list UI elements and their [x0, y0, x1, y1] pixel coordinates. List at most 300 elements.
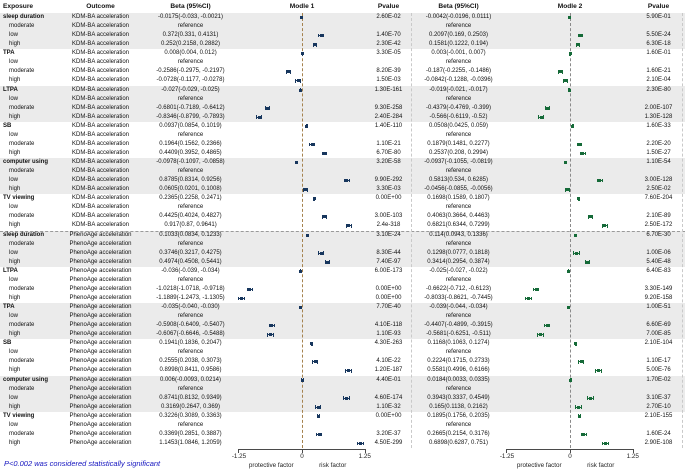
beta-ci-model2: -0.025(-0.027, -0.022) [429, 267, 488, 274]
model1-point [311, 143, 314, 146]
outcome-label: PhenoAge acceleration [69, 340, 132, 347]
beta-ci-model2: 0.003(-0.001, 0.007) [431, 50, 486, 57]
model2-point [580, 360, 583, 363]
pvalue-model2: 2.70E-10 [646, 403, 671, 410]
exposure-label: high [9, 258, 21, 265]
pvalue-model1: 4.10E-22 [376, 358, 401, 365]
model1-point-cell [238, 67, 366, 76]
model2-point-cell [506, 122, 634, 131]
outcome-label: KDM-BA acceleration [71, 23, 130, 30]
model1-point-cell [238, 403, 366, 412]
model2-point-cell [506, 95, 634, 104]
table-row [0, 276, 685, 285]
model1-point [304, 188, 307, 191]
model2-point-cell [506, 40, 634, 49]
col-header-outcome: Outcome [86, 3, 115, 10]
model1-point [323, 152, 326, 155]
col-header-pvalue-model1: Pvalue [377, 3, 400, 10]
model2-point [566, 188, 569, 191]
exposure-label: low [9, 313, 19, 320]
model1-point-cell [238, 95, 366, 104]
forest-table-rows [0, 13, 685, 448]
outcome-label: PhenoAge acceleration [69, 232, 132, 239]
model2-point [578, 143, 581, 146]
model1-point-cell [238, 439, 366, 448]
outcome-label: KDM-BA acceleration [71, 50, 130, 57]
exposure-label: TV viewing [3, 412, 35, 419]
model2-point [604, 442, 607, 445]
table-row [0, 76, 685, 85]
outcome-label: KDM-BA acceleration [71, 14, 130, 21]
exposure-label: low [9, 59, 19, 66]
pvalue-model2: 6.30E-18 [646, 41, 671, 48]
table-row [0, 321, 685, 330]
exposure-label: high [9, 77, 21, 84]
beta-ci-model1: -0.027(-0.029, -0.025) [161, 86, 220, 93]
pvalue-model2: 2.00E-107 [644, 104, 673, 111]
beta-ci-model2: reference [445, 313, 472, 320]
beta-ci-model1: -0.036(-0.039, -0.034) [161, 267, 220, 274]
model1-point [297, 79, 300, 82]
exposure-label: high [9, 113, 21, 120]
table-row [0, 430, 685, 439]
axis-tick-label: -1.25 [231, 453, 247, 460]
pvalue-model1: 4.40E-01 [376, 376, 401, 383]
model1-point-cell [238, 312, 366, 321]
beta-ci-model1: reference [177, 313, 204, 320]
outcome-label: KDM-BA acceleration [71, 168, 130, 175]
model2-point [546, 107, 549, 110]
outcome-label: PhenoAge acceleration [69, 439, 132, 446]
model1-point [347, 369, 350, 372]
outcome-label: PhenoAge acceleration [69, 322, 132, 329]
table-row [0, 194, 685, 203]
pvalue-model2: 3.10E-37 [646, 394, 671, 401]
axis-tick [238, 449, 239, 453]
model2-point-cell [506, 376, 634, 385]
beta-ci-model2: reference [445, 276, 472, 283]
outcome-label: KDM-BA acceleration [71, 95, 130, 102]
beta-ci-model1: reference [177, 131, 204, 138]
model2-point-cell [506, 267, 634, 276]
model2-point [569, 379, 572, 382]
model1-point [299, 270, 302, 273]
model1-point-cell [238, 285, 366, 294]
model1-point [305, 125, 308, 128]
pvalue-model2: 1.10E-54 [646, 159, 671, 166]
risk-factor-label: risk factor [319, 462, 347, 469]
outcome-label: KDM-BA acceleration [71, 86, 130, 93]
model1-point [345, 179, 348, 182]
model1-point [318, 433, 321, 436]
exposure-label: low [9, 394, 19, 401]
table-row [0, 330, 685, 339]
pvalue-model2: 5.00E-76 [646, 367, 671, 374]
model2-point [577, 43, 580, 46]
pvalue-model1: 4.60E-174 [374, 394, 403, 401]
model2-point-cell [506, 276, 634, 285]
model1-point [306, 234, 309, 237]
model2-point [578, 415, 581, 418]
outcome-label: KDM-BA acceleration [71, 104, 130, 111]
beta-ci-model2: 0.5581(0.4996, 0.6166) [427, 367, 490, 374]
beta-ci-model1: 0.372(0.331, 0.4131) [162, 32, 219, 39]
model2-point-cell [506, 221, 634, 230]
model2-point-cell [506, 339, 634, 348]
model2-point [569, 52, 572, 55]
model2-point-cell [506, 76, 634, 85]
model1-point [266, 107, 269, 110]
beta-ci-model2: -0.566(-0.6119, -0.52) [429, 113, 488, 120]
pvalue-model1: 4.50E-299 [374, 439, 403, 446]
table-row [0, 158, 685, 167]
model1-point-cell [238, 376, 366, 385]
pvalue-model1: 3.30E-05 [376, 50, 401, 57]
model2-point-cell [506, 357, 634, 366]
beta-ci-model2: 0.165(0.1138, 0.2162) [429, 403, 488, 410]
pvalue-model2: 3.30E-149 [644, 285, 673, 292]
table-row [0, 412, 685, 421]
beta-ci-model1: -0.6801(-0.7189, -0.6412) [156, 104, 225, 111]
model2-point [568, 89, 571, 92]
model1-point-cell [238, 212, 366, 221]
model2-point [589, 397, 592, 400]
model2-point-cell [506, 421, 634, 430]
model1-point [248, 288, 251, 291]
pvalue-model2: 1.50E-27 [646, 149, 671, 156]
model1-point-cell [238, 249, 366, 258]
model1-point [320, 252, 323, 255]
exposure-label: low [9, 131, 19, 138]
pvalue-model2: 1.10E-17 [646, 358, 671, 365]
exposure-label: moderate [9, 430, 35, 437]
outcome-label: PhenoAge acceleration [69, 331, 132, 338]
beta-ci-model1: reference [177, 240, 204, 247]
outcome-label: PhenoAge acceleration [69, 367, 132, 374]
outcome-label: KDM-BA acceleration [71, 140, 130, 147]
pvalue-model1: 2.40E-284 [374, 113, 403, 120]
model1-point-cell [238, 149, 366, 158]
table-row [0, 385, 685, 394]
table-row [0, 95, 685, 104]
model1-point [317, 406, 320, 409]
beta-ci-model1: reference [177, 349, 204, 356]
model1-point-cell [238, 339, 366, 348]
beta-ci-model1: 0.2365(0.2258, 0.2471) [159, 195, 222, 202]
model1-point [313, 197, 316, 200]
model2-axis [499, 449, 639, 473]
table-row [0, 212, 685, 221]
model1-point-cell [238, 430, 366, 439]
model2-point [567, 306, 570, 309]
model1-point [359, 442, 362, 445]
pvalue-model2: 9.20E-158 [644, 294, 673, 301]
column-divider [411, 13, 412, 448]
exposure-label: high [9, 403, 21, 410]
beta-ci-model2: -0.5681(-0.6251, -0.511) [426, 331, 491, 338]
pvalue-model1: 3.20E-58 [376, 159, 401, 166]
model2-point [603, 224, 606, 227]
table-row [0, 167, 685, 176]
model1-point-cell [238, 167, 366, 176]
pvalue-model2: 2.50E-172 [644, 222, 673, 229]
model2-point-cell [506, 348, 634, 357]
pvalue-model1: 1.10E-93 [376, 331, 401, 338]
model2-point-cell [506, 321, 634, 330]
pvalue-model2: 7.60E-204 [644, 195, 673, 202]
model2-point [567, 270, 570, 273]
model1-point [299, 306, 302, 309]
model2-point [564, 79, 567, 82]
pvalue-model1: 1.20E-187 [374, 367, 403, 374]
model1-point [310, 342, 313, 345]
table-row [0, 285, 685, 294]
model2-point-cell [506, 140, 634, 149]
beta-ci-model1: 0.1964(0.1562, 0.2366) [159, 140, 222, 147]
outcome-label: PhenoAge acceleration [69, 349, 132, 356]
beta-ci-model2: 0.2537(0.208, 0.2994) [428, 149, 489, 156]
col-header-beta-model1: Beta (95%CI) [170, 3, 211, 10]
exposure-label: low [9, 249, 19, 256]
axis-tick [633, 449, 634, 453]
pvalue-model1: 6.00E-173 [374, 267, 403, 274]
exposure-label: computer using [3, 376, 49, 383]
exposure-label: high [9, 41, 21, 48]
exposure-label: low [9, 349, 19, 356]
pvalue-model2: 6.60E-69 [646, 322, 671, 329]
table-row [0, 176, 685, 185]
exposure-label: moderate [9, 285, 35, 292]
beta-ci-model2: 0.6821(0.6344, 0.7299) [427, 222, 490, 229]
beta-ci-model2: reference [445, 168, 472, 175]
beta-ci-model2: -0.4379(-0.4769, -0.399) [425, 104, 492, 111]
beta-ci-model2: 0.1698(0.1589, 0.1807) [427, 195, 490, 202]
model1-point-cell [238, 276, 366, 285]
model2-point-cell [506, 249, 634, 258]
outcome-label: KDM-BA acceleration [71, 59, 130, 66]
exposure-label: high [9, 222, 21, 229]
beta-ci-model2: 0.6898(0.6287, 0.751) [428, 439, 489, 446]
model2-point [577, 406, 580, 409]
axis-tick-label: 1.25 [626, 453, 639, 460]
table-row [0, 348, 685, 357]
col-header-pvalue-model2: Pvalue [647, 3, 670, 10]
beta-ci-model2: -0.019(-0.021, -0.017) [429, 86, 488, 93]
model1-point [287, 70, 290, 73]
exposure-label: moderate [9, 358, 35, 365]
model2-point-cell [506, 240, 634, 249]
beta-ci-model2: 0.2665(0.2154, 0.3176) [427, 430, 490, 437]
model2-point-cell [506, 49, 634, 58]
table-row [0, 403, 685, 412]
beta-ci-model1: 0.008(0.004, 0.012) [164, 50, 217, 57]
beta-ci-model2: 0.2097(0.169, 0.2503) [428, 32, 489, 39]
axis-tick [302, 449, 303, 453]
table-row [0, 366, 685, 375]
pvalue-model2: 1.70E-02 [646, 376, 671, 383]
model1-point-cell [238, 203, 366, 212]
model1-point-cell [238, 303, 366, 312]
model2-point-cell [506, 86, 634, 95]
beta-ci-model2: -0.0937(-0.1055, -0.0819) [424, 159, 493, 166]
model2-point-cell [506, 104, 634, 113]
exposure-label: moderate [9, 68, 35, 75]
beta-ci-model2: -0.0842(-0.1288, -0.0396) [424, 77, 493, 84]
beta-ci-model2: -0.0456(-0.0855, -0.0056) [424, 186, 493, 193]
protective-factor-label: protective factor [516, 462, 562, 469]
outcome-label: PhenoAge acceleration [69, 258, 132, 265]
table-row [0, 249, 685, 258]
col-header-beta-model2: Beta (95%CI) [438, 3, 479, 10]
outcome-label: KDM-BA acceleration [71, 68, 130, 75]
pvalue-model2: 2.10E-04 [646, 77, 671, 84]
model1-point-cell [238, 76, 366, 85]
beta-ci-model1: reference [177, 59, 204, 66]
exposure-label: moderate [9, 385, 35, 392]
table-row [0, 113, 685, 122]
outcome-label: KDM-BA acceleration [71, 32, 130, 39]
exposure-label: LTPA [3, 86, 18, 93]
beta-ci-model1: 0.3746(0.3217, 0.4275) [159, 249, 222, 256]
beta-ci-model1: -0.0175(-0.033, -0.0021) [157, 14, 224, 21]
beta-ci-model1: 0.4974(0.4508, 0.5441) [159, 258, 222, 265]
risk-factor-label: risk factor [587, 462, 615, 469]
model1-point-cell [238, 258, 366, 267]
beta-ci-model1: reference [177, 23, 204, 30]
pvalue-model1: 1.10E-21 [376, 140, 401, 147]
exposure-label: low [9, 276, 19, 283]
model2-point [527, 297, 530, 300]
model2-point-cell [506, 412, 634, 421]
beta-ci-model2: reference [445, 131, 472, 138]
outcome-label: KDM-BA acceleration [71, 122, 130, 129]
model1-point [314, 360, 317, 363]
beta-ci-model1: -0.2586(-0.2975, -0.2197) [156, 68, 225, 75]
outcome-label: KDM-BA acceleration [71, 186, 130, 193]
table-row [0, 394, 685, 403]
significance-note: P<0.002 was considered statistically significant [4, 459, 161, 468]
pvalue-model2: 2.10E-89 [646, 213, 671, 220]
beta-ci-model1: 0.8741(0.8132, 0.9349) [159, 394, 222, 401]
model1-point-cell [238, 113, 366, 122]
right-edge-divider [682, 13, 683, 448]
model2-point-cell [506, 285, 634, 294]
exposure-label: high [9, 439, 21, 446]
model1-point [323, 215, 326, 218]
pvalue-model1: 4.30E-263 [374, 340, 403, 347]
table-header [0, 0, 685, 13]
beta-ci-model1: 0.3226(0.3089, 0.3363) [159, 412, 222, 419]
model2-point-cell [506, 212, 634, 221]
table-row [0, 221, 685, 230]
model1-point [317, 415, 320, 418]
table-row [0, 267, 685, 276]
beta-ci-model2: -0.0042(-0.0196, 0.0111) [425, 14, 492, 21]
exposure-label: moderate [9, 104, 35, 111]
outcome-label: PhenoAge acceleration [69, 276, 132, 283]
model2-point-cell [506, 303, 634, 312]
model2-point [586, 261, 589, 264]
table-row [0, 203, 685, 212]
table-row [0, 13, 685, 22]
outcome-label: PhenoAge acceleration [69, 421, 132, 428]
exposure-label: high [9, 149, 21, 156]
exposure-label: sleep duration [3, 14, 45, 21]
protective-factor-label: protective factor [248, 462, 294, 469]
pvalue-model2: 2.20E-20 [646, 140, 671, 147]
beta-ci-model2: reference [445, 385, 472, 392]
model1-point-cell [238, 221, 366, 230]
model1-point-cell [238, 31, 366, 40]
model1-point-cell [238, 232, 366, 240]
exposure-label: moderate [9, 240, 35, 247]
table-row [0, 294, 685, 303]
table-row [0, 421, 685, 430]
outcome-label: PhenoAge acceleration [69, 358, 132, 365]
beta-ci-model2: 0.3943(0.3337, 0.4549) [427, 394, 490, 401]
table-row [0, 122, 685, 131]
pvalue-model2: 7.00E-85 [646, 331, 671, 338]
exposure-label: high [9, 331, 21, 338]
table-row [0, 131, 685, 140]
outcome-label: PhenoAge acceleration [69, 240, 132, 247]
beta-ci-model2: -0.039(-0.044, -0.034) [429, 304, 488, 311]
beta-ci-model2: 0.114(0.0943, 0.1336) [429, 232, 488, 239]
table-row [0, 439, 685, 448]
pvalue-model2: 6.40E-83 [646, 267, 671, 274]
table-row [0, 40, 685, 49]
beta-ci-model2: reference [445, 95, 472, 102]
pvalue-model1: 2.30E-42 [376, 41, 401, 48]
pvalue-model2: 2.90E-108 [644, 439, 673, 446]
beta-ci-model1: reference [177, 95, 204, 102]
beta-ci-model2: 0.1581(0.1222, 0.194) [428, 41, 489, 48]
table-row [0, 339, 685, 348]
pvalue-model2: 1.60E-21 [646, 68, 671, 75]
beta-ci-model2: reference [445, 59, 472, 66]
exposure-label: computer using [3, 159, 49, 166]
model1-point-cell [238, 385, 366, 394]
beta-ci-model1: -0.0728(-0.1177, -0.0278) [156, 77, 225, 84]
beta-ci-model2: 0.5813(0.534, 0.6285) [428, 177, 489, 184]
beta-ci-model1: 0.1033(0.0834, 0.1233) [159, 232, 222, 239]
model2-point-cell [506, 203, 634, 212]
pvalue-model1: 0.00E+00 [375, 285, 402, 292]
axis-tick [570, 449, 571, 453]
pvalue-model1: 2.60E-02 [376, 14, 401, 21]
model1-point-cell [238, 49, 366, 58]
model2-point [582, 433, 585, 436]
outcome-label: PhenoAge acceleration [69, 430, 132, 437]
model1-point-cell [238, 357, 366, 366]
model1-point-cell [238, 348, 366, 357]
beta-ci-model1: 0.4425(0.4024, 0.4827) [159, 213, 222, 220]
model2-point-cell [506, 385, 634, 394]
exposure-label: SB [3, 122, 12, 129]
beta-ci-model2: 0.1895(0.1756, 0.2035) [427, 412, 490, 419]
exposure-label: TPA [3, 50, 15, 57]
pvalue-model1: 7.40E-97 [376, 258, 401, 265]
model2-point [574, 234, 577, 237]
model2-point-cell [506, 294, 634, 303]
beta-ci-model1: 0.1941(0.1836, 0.2047) [159, 340, 222, 347]
beta-ci-model1: 0.4409(0.3952, 0.4865) [159, 149, 222, 156]
beta-ci-model1: -0.0978(-0.1097, -0.0858) [156, 159, 225, 166]
beta-ci-model1: 0.917(0.87, 0.9641) [164, 222, 217, 229]
model1-point-cell [238, 140, 366, 149]
beta-ci-model1: reference [177, 385, 204, 392]
beta-ci-model1: reference [177, 421, 204, 428]
